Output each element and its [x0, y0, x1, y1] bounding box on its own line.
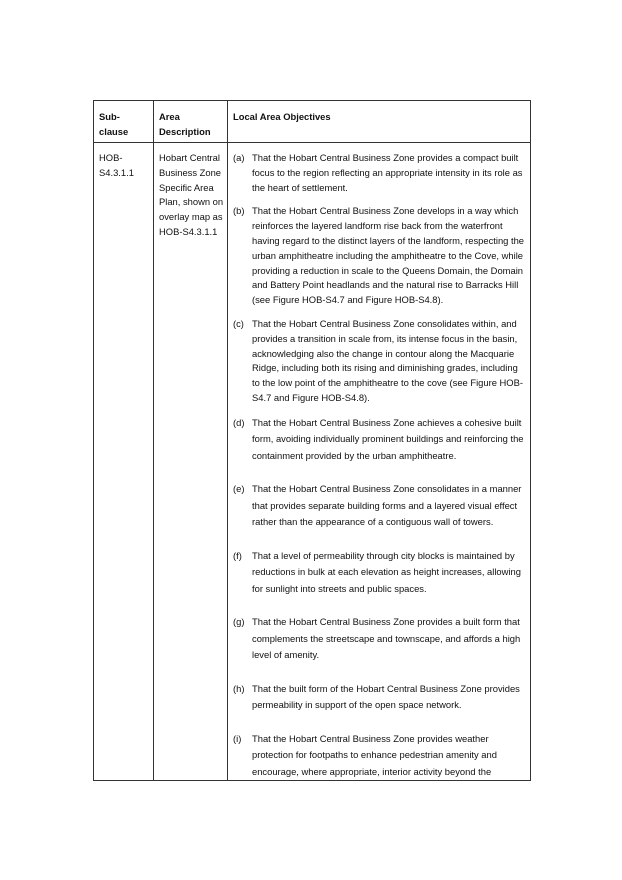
- objective-item: [233, 415, 526, 465]
- objective-label: (h): [233, 682, 245, 694]
- objective-item: [233, 731, 526, 781]
- objective-text: That the Hobart Central Business Zone provides a built form that complements the streetscape and townscape, and affords a high level of amenity.: [252, 616, 521, 661]
- objective-item: [233, 317, 526, 406]
- header-area-description: Area Description: [154, 101, 228, 143]
- objective-text: That the Hobart Central Business Zone develops in a way which reinforces the layered landform rise back from the waterfront having regard to the distinct layers of the landform, respecting the urban amphitheatre including the amphitheatre to the Cove, while providing a reduction in scale to the Queens Domain, the Domain and Battery Point headlands and the natural rise to Barracks Hill (see Figure HOB-S4.7 and Figure HOB-S4.8).: [252, 205, 525, 306]
- header-subclause: Sub- clause: [94, 101, 154, 143]
- objective-item: [233, 481, 526, 531]
- objective-text: That the Hobart Central Business Zone provides a compact built focus to the region reflecting an appropriate intensity in its role as the heart of settlement.: [252, 152, 523, 193]
- objective-label: (g): [233, 616, 245, 628]
- header-local-area-objectives: Local Area Objectives: [228, 101, 531, 143]
- cell-area-description: Hobart Central Business Zone Specific Area Plan, shown on overlay map as HOB-S4.3.1.1: [154, 143, 228, 781]
- cell-objectives: [228, 143, 531, 781]
- objective-text: That the Hobart Central Business Zone consolidates in a manner that provides separate building forms and a layered visual effect rather than the appearance of a contiguous wall of towers.: [252, 483, 522, 528]
- objective-label: (f): [233, 549, 242, 561]
- local-area-objectives-table: [93, 100, 531, 781]
- objective-label: (b): [233, 205, 245, 217]
- objective-label: (c): [233, 317, 244, 329]
- objective-label: (e): [233, 483, 245, 495]
- objective-item: [233, 614, 526, 664]
- objective-text: That the Hobart Central Business Zone consolidates within, and provides a transition in scale from, its intense focus in the basin, acknowledging also the change in contour along the Macquarie Ridge, including both its rising and diminishing grades, including to the low point of the amphitheatre to the cove (see Figure HOB-S4.7 and Figure HOB-S4.8).: [252, 317, 523, 403]
- table-header-row: [94, 101, 531, 143]
- objective-item: [233, 681, 526, 714]
- objective-text: That the Hobart Central Business Zone achieves a cohesive built form, avoiding individually prominent buildings and reinforcing the containment provided by the urban amphitheatre.: [252, 416, 524, 461]
- objective-item: [233, 151, 526, 195]
- objective-text: That the Hobart Central Business Zone provides weather protection for footpaths to enhance pedestrian amenity and encourage, where appropriate, interior activity beyond the: [252, 732, 497, 777]
- objective-item: [233, 204, 526, 308]
- objective-label: (i): [233, 732, 242, 744]
- objectives-list: [228, 143, 530, 780]
- objective-label: (a): [233, 152, 245, 163]
- objective-item: [233, 548, 526, 598]
- table-row: [94, 143, 531, 781]
- objective-text: That the built form of the Hobart Central Business Zone provides permeability in support of the open space network.: [252, 682, 520, 711]
- objective-label: (d): [233, 416, 245, 428]
- objective-text: That a level of permeability through city blocks is maintained by reductions in bulk at each elevation as height increases, allowing for sunlight into streets and public spaces.: [252, 549, 521, 594]
- cell-subclause: HOB- S4.3.1.1: [94, 143, 154, 781]
